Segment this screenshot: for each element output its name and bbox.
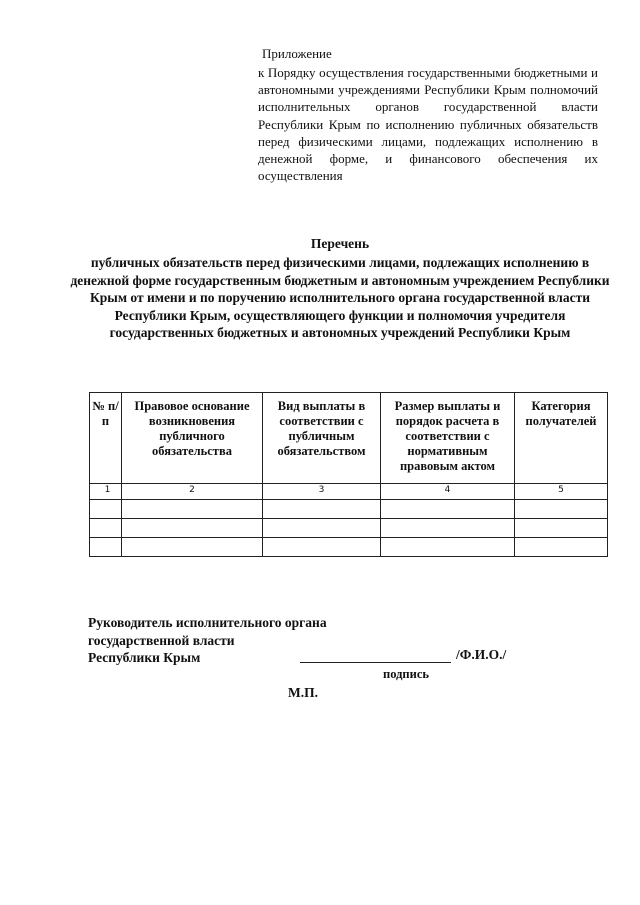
signatory-block — [88, 614, 327, 667]
table-cell — [381, 519, 515, 538]
column-numbers-row — [90, 484, 608, 500]
table-header-row — [90, 393, 608, 484]
stamp-place-label: М.П. — [288, 685, 318, 700]
table-cell — [263, 538, 381, 557]
table-cell — [122, 519, 263, 538]
signature-line — [300, 646, 451, 663]
table-cell — [515, 519, 608, 538]
table-cell — [381, 538, 515, 557]
table-row — [90, 500, 608, 519]
column-header-payment-type: Вид выплаты в соответствии с публичным обязательством — [263, 393, 381, 484]
column-header-payment-amount: Размер выплаты и порядок расчета в соответствии с нормативным правовым актом — [381, 393, 515, 484]
column-number: 1 — [90, 484, 122, 500]
signatory-line-1: Руководитель исполнительного органа — [88, 615, 327, 630]
table-cell — [122, 538, 263, 557]
table-cell — [381, 500, 515, 519]
signature-caption: подпись — [383, 667, 429, 681]
column-number: 5 — [515, 484, 608, 500]
table-row — [90, 538, 608, 557]
table-row — [90, 519, 608, 538]
column-number: 4 — [381, 484, 515, 500]
fio-label: /Ф.И.О./ — [456, 647, 507, 662]
table-cell — [90, 538, 122, 557]
appendix-title: Приложение — [262, 46, 332, 61]
column-header-recipient-category: Категория получателей — [515, 393, 608, 484]
table-cell — [122, 500, 263, 519]
table-cell — [263, 500, 381, 519]
column-number: 3 — [263, 484, 381, 500]
document-subtitle: публичных обязательств перед физическими лицами, подлежащих исполнению в денежной форме государственным бюджетным и автономным учреждением Республики Крым от имени и по поручению исполнительного органа государственной власти Республики Крым, осуществляющего функции и полномочия учредителя государственных бюджетных и автономных учреждений Республики Крым — [70, 255, 610, 341]
table-cell — [263, 519, 381, 538]
column-header-legal-basis: Правовое основание возникновения публичного обязательства — [122, 393, 263, 484]
appendix-body: к Порядку осуществления государственными бюджетными и автономными учреждениями Республики Крым полномочий исполнительных органов государственной власти Республики Крым по исполнению публичных обязательств перед физическими лицами, подлежащих исполнению в денежной форме, и финансового обеспечения их осуществления — [258, 65, 598, 184]
obligations-table — [89, 392, 608, 557]
signatory-line-3: Республики Крым — [88, 650, 201, 665]
signatory-line-2: государственной власти — [88, 632, 235, 648]
column-number: 2 — [122, 484, 263, 500]
column-header-number: № п/п — [90, 393, 122, 484]
document-title: Перечень — [310, 236, 370, 251]
table-cell — [515, 538, 608, 557]
table-cell — [90, 500, 122, 519]
table-cell — [515, 500, 608, 519]
table-cell — [90, 519, 122, 538]
